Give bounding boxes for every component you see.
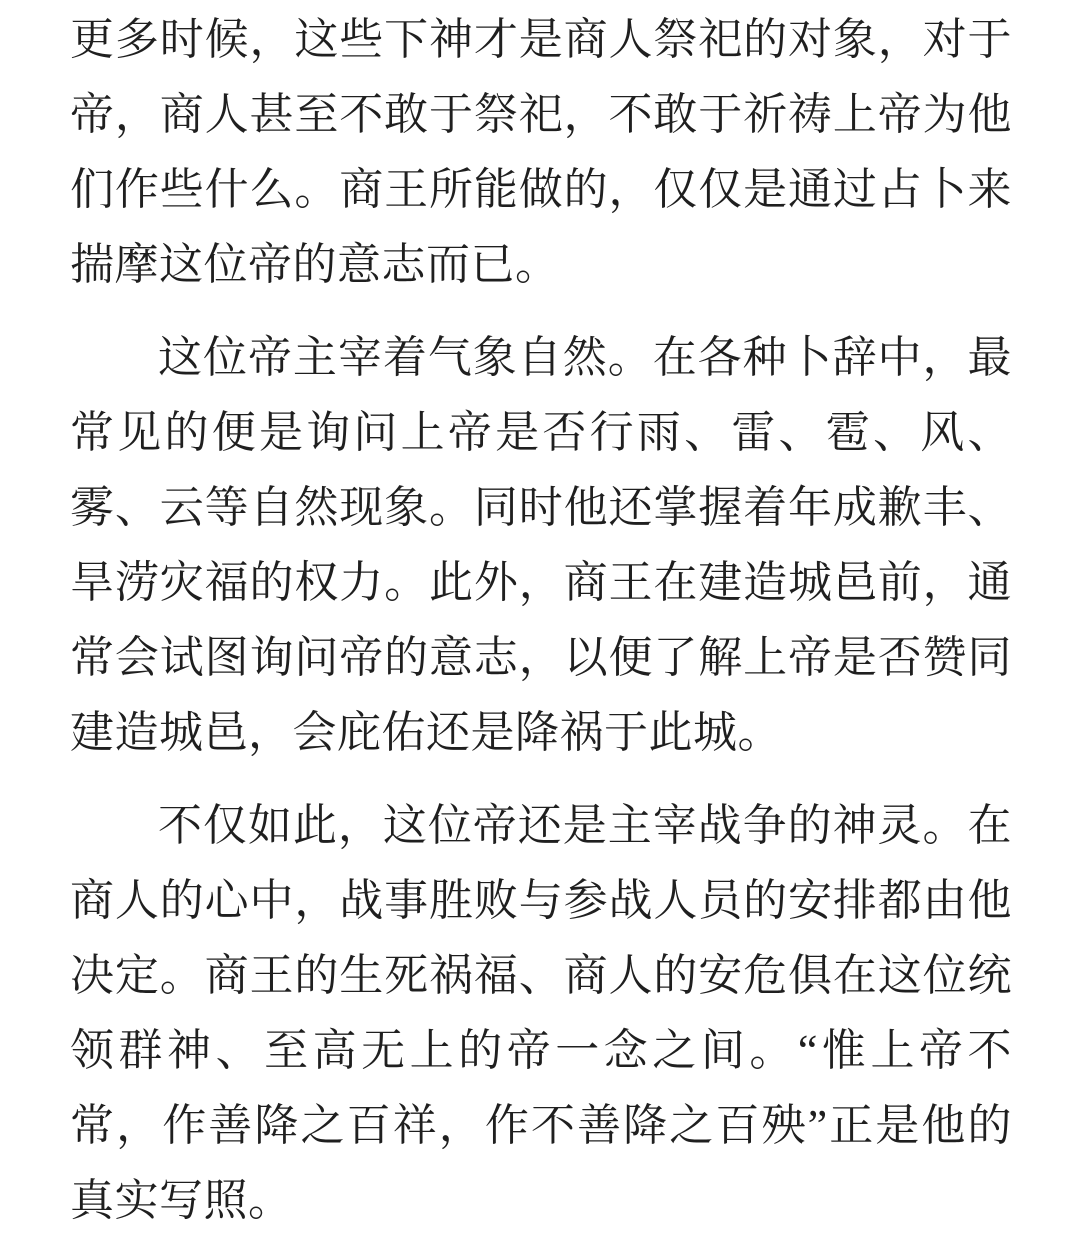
paragraph-continuation: 更多时候，这些下神才是商人祭祀的对象，对于帝，商人甚至不敢于祭祀，不敢于祈祷上帝为他们作些什么。商王所能做的，仅仅是通过占卜来揣摩这位帝的意志而已。 — [70, 15, 1012, 289]
paragraph-weather-divination: 这位帝主宰着气象自然。在各种卜辞中，最常见的便是询问上帝是否行雨、雷、雹、风、雾、云等自然现象。同时他还掌握着年成歉丰、旱涝灾福的权力。此外，商王在建造城邑前，通常会试图询问帝的意志，以便了解上帝是否赞同建造城邑，会庇佑还是降祸于此城。 — [70, 333, 1012, 757]
paragraph-war-deity: 不仅如此，这位帝还是主宰战争的神灵。在商人的心中，战事胜败与参战人员的安排都由他决定。商王的生死祸福、商人的安危俱在这位统领群神、至高无上的帝一念之间。“惟上帝不常，作善降之百祥，作不善降之百殃”正是他的真实写照。 — [70, 801, 1012, 1225]
